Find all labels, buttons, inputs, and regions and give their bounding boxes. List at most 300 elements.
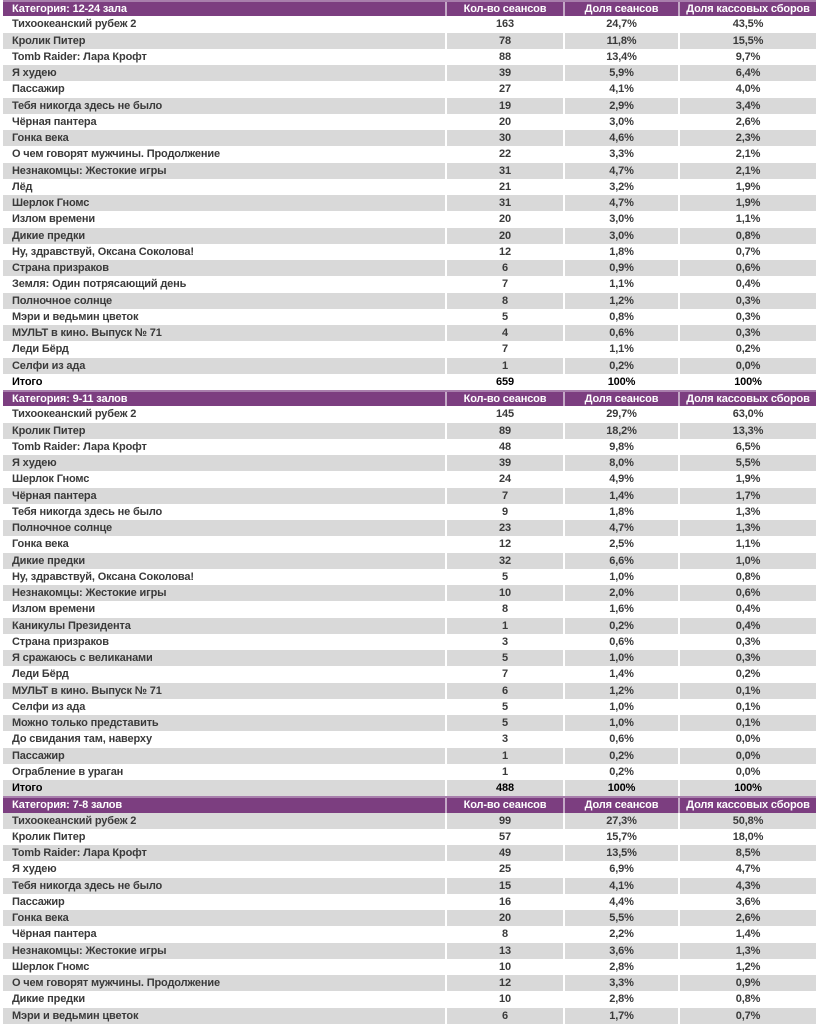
sessions-count-cell: 5: [445, 569, 563, 585]
boxoffice-share-cell: 18,0%: [678, 829, 816, 845]
boxoffice-share-cell: 3,6%: [678, 894, 816, 910]
col-header-boxoffice-share: Доля кассовых сборов: [678, 2, 816, 16]
sessions-count-cell: 49: [445, 845, 563, 861]
sessions-share-cell: 11,8%: [563, 33, 678, 49]
movie-title-cell: Селфи из ада: [12, 359, 86, 372]
sessions-share-cell: 9,8%: [563, 439, 678, 455]
total-row: [3, 780, 816, 796]
sessions-count-cell: 7: [445, 666, 563, 682]
boxoffice-share-cell: 1,0%: [678, 553, 816, 569]
boxoffice-share-cell: 0,1%: [678, 699, 816, 715]
boxoffice-share-cell: 0,4%: [678, 276, 816, 292]
boxoffice-share-cell: 1,9%: [678, 471, 816, 487]
movie-title-cell: Итого: [12, 375, 43, 388]
table-row: [3, 683, 816, 699]
movie-title-cell: Ну, здравствуй, Оксана Соколова!: [12, 245, 194, 258]
movie-title-cell: Тебя никогда здесь не было: [12, 505, 163, 518]
boxoffice-share-cell: 0,2%: [678, 666, 816, 682]
sessions-count-cell: 31: [445, 163, 563, 179]
movie-title-cell: Земля: Один потрясающий день: [12, 278, 187, 291]
boxoffice-share-cell: 2,6%: [678, 910, 816, 926]
movie-title-cell: Ограбление в ураган: [12, 765, 124, 778]
movie-title-cell: О чем говорят мужчины. Продолжение: [12, 148, 220, 161]
sessions-count-cell: 3: [445, 634, 563, 650]
sessions-count-cell: 15: [445, 878, 563, 894]
boxoffice-share-cell: 50,8%: [678, 813, 816, 829]
movie-title-cell: Гонка века: [12, 538, 69, 551]
sessions-share-cell: 1,1%: [563, 276, 678, 292]
boxoffice-share-cell: 1,3%: [678, 520, 816, 536]
sessions-share-cell: 2,9%: [563, 98, 678, 114]
boxoffice-share-cell: 15,5%: [678, 33, 816, 49]
movie-title-cell: Мэри и ведьмин цветок: [12, 310, 139, 323]
section-header-row: [3, 796, 816, 812]
movie-title-cell: Я худею: [12, 863, 57, 876]
table-row: [3, 504, 816, 520]
sessions-count-cell: 4: [445, 325, 563, 341]
boxoffice-share-cell: 100%: [678, 780, 816, 796]
movie-title-cell: Шерлок Гномс: [12, 197, 90, 209]
movie-title-cell: Полночное солнце: [12, 294, 113, 307]
sessions-count-cell: 20: [445, 910, 563, 926]
table-row: [3, 715, 816, 731]
table-row: [3, 878, 816, 894]
movie-title-cell: Шерлок Гномс: [12, 473, 90, 486]
movie-title-cell: Чёрная пантера: [12, 115, 97, 128]
table-row: [3, 845, 816, 861]
movie-title-cell: Можно только представить: [12, 717, 159, 729]
sessions-count-cell: 88: [445, 49, 563, 65]
movie-title-cell: Лёд: [12, 180, 33, 193]
movie-title-cell: Дикие предки: [12, 229, 85, 242]
boxoffice-share-cell: 0,0%: [678, 358, 816, 374]
boxoffice-share-cell: 0,3%: [678, 325, 816, 341]
table-row: [3, 748, 816, 764]
table-row: [3, 861, 816, 877]
sessions-count-cell: 3: [445, 731, 563, 747]
sessions-share-cell: 1,8%: [563, 504, 678, 520]
sessions-count-cell: 145: [445, 406, 563, 422]
sessions-share-cell: 1,8%: [563, 244, 678, 260]
boxoffice-share-cell: 63,0%: [678, 406, 816, 422]
table-row: [3, 406, 816, 422]
boxoffice-share-cell: 2,1%: [678, 146, 816, 162]
boxoffice-share-cell: 1,1%: [678, 536, 816, 552]
sessions-share-cell: 13,4%: [563, 49, 678, 65]
sessions-count-cell: 7: [445, 488, 563, 504]
boxoffice-share-cell: 1,4%: [678, 926, 816, 942]
sessions-count-cell: 5: [445, 309, 563, 325]
boxoffice-share-cell: 2,1%: [678, 163, 816, 179]
movie-title-cell: Tomb Raider: Лара Крофт: [12, 847, 147, 859]
boxoffice-share-cell: 4,0%: [678, 81, 816, 97]
movie-title-cell: Незнакомцы: Жестокие игры: [12, 164, 167, 177]
sessions-share-cell: 0,2%: [563, 764, 678, 780]
table-row: [3, 813, 816, 829]
table-row: [3, 16, 816, 32]
table-row: [3, 455, 816, 471]
table-row: [3, 585, 816, 601]
table-row: [3, 666, 816, 682]
sessions-count-cell: 48: [445, 439, 563, 455]
table-row: [3, 293, 816, 309]
col-header-boxoffice-share: Доля кассовых сборов: [678, 392, 816, 406]
sessions-count-cell: 39: [445, 65, 563, 81]
movie-title-cell: Излом времени: [12, 213, 96, 226]
boxoffice-share-cell: 8,5%: [678, 845, 816, 861]
boxoffice-share-cell: 43,5%: [678, 16, 816, 32]
movie-title-cell: МУЛЬТ в кино. Выпуск № 71: [12, 327, 162, 339]
movie-title-cell: Гонка века: [12, 912, 69, 924]
col-header-sessions-share: Доля сеансов: [563, 2, 678, 16]
sessions-count-cell: 99: [445, 813, 563, 829]
sessions-share-cell: 4,1%: [563, 878, 678, 894]
sessions-share-cell: 3,3%: [563, 146, 678, 162]
boxoffice-share-cell: 1,9%: [678, 179, 816, 195]
movie-title-cell: Селфи из ада: [12, 700, 86, 713]
boxoffice-share-cell: 0,2%: [678, 341, 816, 357]
sessions-share-cell: 4,9%: [563, 471, 678, 487]
boxoffice-share-cell: 9,7%: [678, 49, 816, 65]
movie-title-cell: Итого: [12, 782, 43, 794]
sessions-share-cell: 5,5%: [563, 910, 678, 926]
movie-title-cell: Тебя никогда здесь не было: [12, 99, 163, 112]
sessions-count-cell: 163: [445, 16, 563, 32]
boxoffice-share-cell: 0,3%: [678, 634, 816, 650]
sessions-count-cell: 31: [445, 195, 563, 211]
table-row: [3, 130, 816, 146]
movie-title-cell: Tomb Raider: Лара Крофт: [12, 50, 147, 63]
sessions-share-cell: 4,4%: [563, 894, 678, 910]
section-header-row: [3, 0, 816, 16]
boxoffice-share-cell: 3,4%: [678, 98, 816, 114]
sessions-count-cell: 5: [445, 699, 563, 715]
boxoffice-share-cell: 100%: [678, 374, 816, 390]
boxoffice-share-cell: 0,3%: [678, 293, 816, 309]
section-title: Категория: 12-24 зала: [12, 3, 127, 15]
movie-title-cell: Дикие предки: [12, 993, 85, 1006]
table-row: [3, 244, 816, 260]
sessions-share-cell: 1,0%: [563, 699, 678, 715]
movie-title-cell: Кролик Питер: [12, 830, 86, 843]
sessions-share-cell: 4,7%: [563, 195, 678, 211]
table-row: [3, 959, 816, 975]
table-row: [3, 276, 816, 292]
table-row: [3, 634, 816, 650]
sessions-count-cell: 6: [445, 683, 563, 699]
movie-title-cell: Дикие предки: [12, 554, 85, 567]
movie-title-cell: Я сражаюсь с великанами: [12, 652, 153, 664]
sessions-count-cell: 27: [445, 81, 563, 97]
sessions-share-cell: 0,6%: [563, 634, 678, 650]
movie-title-cell: Излом времени: [12, 603, 96, 616]
sessions-count-cell: 10: [445, 959, 563, 975]
sessions-share-cell: 24,7%: [563, 16, 678, 32]
table-row: [3, 488, 816, 504]
sessions-share-cell: 3,0%: [563, 228, 678, 244]
table-row: [3, 975, 816, 991]
col-header-sessions-count: Кол-во сеансов: [445, 2, 563, 16]
boxoffice-share-cell: 0,7%: [678, 244, 816, 260]
table-row: [3, 553, 816, 569]
sessions-share-cell: 4,1%: [563, 81, 678, 97]
sessions-count-cell: 20: [445, 211, 563, 227]
sessions-count-cell: 12: [445, 536, 563, 552]
boxoffice-share-cell: 1,1%: [678, 211, 816, 227]
table-row: [3, 618, 816, 634]
table-row: [3, 569, 816, 585]
boxoffice-share-cell: 2,3%: [678, 130, 816, 146]
sessions-count-cell: 78: [445, 33, 563, 49]
movie-title-cell: Пассажир: [12, 895, 65, 908]
sessions-count-cell: 10: [445, 991, 563, 1007]
table-row: [3, 731, 816, 747]
table-row: [3, 910, 816, 926]
movie-title-cell: Каникулы Президента: [12, 619, 131, 632]
sessions-count-cell: 1: [445, 764, 563, 780]
sessions-count-cell: 6: [445, 260, 563, 276]
sessions-count-cell: 12: [445, 244, 563, 260]
sessions-share-cell: 8,0%: [563, 455, 678, 471]
table-row: [3, 146, 816, 162]
sessions-share-cell: 2,8%: [563, 991, 678, 1007]
sessions-count-cell: 57: [445, 829, 563, 845]
boxoffice-share-cell: 0,0%: [678, 731, 816, 747]
movie-title-cell: Леди Бёрд: [12, 668, 69, 681]
table-row: [3, 439, 816, 455]
sessions-share-cell: 4,7%: [563, 520, 678, 536]
sessions-count-cell: 9: [445, 504, 563, 520]
sessions-share-cell: 27,3%: [563, 813, 678, 829]
table-row: [3, 1008, 816, 1024]
movie-title-cell: Мэри и ведьмин цветок: [12, 1009, 139, 1022]
sessions-count-cell: 21: [445, 179, 563, 195]
col-header-sessions-share: Доля сеансов: [563, 798, 678, 812]
sessions-share-cell: 13,5%: [563, 845, 678, 861]
table-row: [3, 260, 816, 276]
sessions-share-cell: 0,2%: [563, 358, 678, 374]
sessions-share-cell: 1,0%: [563, 569, 678, 585]
boxoffice-share-cell: 4,3%: [678, 878, 816, 894]
sessions-share-cell: 3,6%: [563, 943, 678, 959]
table-row: [3, 926, 816, 942]
table-row: [3, 98, 816, 114]
table-row: [3, 163, 816, 179]
boxoffice-share-cell: 13,3%: [678, 423, 816, 439]
sessions-count-cell: 13: [445, 943, 563, 959]
sessions-count-cell: 20: [445, 228, 563, 244]
table-row: [3, 211, 816, 227]
table-row: [3, 33, 816, 49]
movie-title-cell: Незнакомцы: Жестокие игры: [12, 944, 167, 957]
movie-title-cell: Страна призраков: [12, 635, 109, 648]
movie-title-cell: Tomb Raider: Лара Крофт: [12, 440, 147, 453]
sessions-share-cell: 0,2%: [563, 618, 678, 634]
boxoffice-share-cell: 0,0%: [678, 748, 816, 764]
boxoffice-share-cell: 2,6%: [678, 114, 816, 130]
table-row: [3, 423, 816, 439]
sessions-count-cell: 6: [445, 1008, 563, 1024]
sessions-count-cell: 30: [445, 130, 563, 146]
total-row: [3, 374, 816, 390]
boxoffice-share-cell: 0,8%: [678, 228, 816, 244]
boxoffice-share-cell: 1,2%: [678, 959, 816, 975]
movie-title-cell: Тихоокеанский рубеж 2: [12, 814, 137, 827]
movie-title-cell: О чем говорят мужчины. Продолжение: [12, 977, 220, 989]
section-title: Категория: 9-11 залов: [12, 393, 128, 405]
sessions-count-cell: 32: [445, 553, 563, 569]
table-row: [3, 195, 816, 211]
table-row: [3, 991, 816, 1007]
boxoffice-share-cell: 0,3%: [678, 650, 816, 666]
boxoffice-share-cell: 1,3%: [678, 504, 816, 520]
col-header-sessions-count: Кол-во сеансов: [445, 392, 563, 406]
col-header-sessions-share: Доля сеансов: [563, 392, 678, 406]
movie-title-cell: Шерлок Гномс: [12, 960, 90, 973]
boxoffice-share-cell: 0,3%: [678, 309, 816, 325]
table-row: [3, 943, 816, 959]
boxoffice-share-cell: 0,8%: [678, 991, 816, 1007]
sessions-share-cell: 1,0%: [563, 715, 678, 731]
sessions-share-cell: 0,6%: [563, 731, 678, 747]
sessions-count-cell: 8: [445, 601, 563, 617]
sessions-share-cell: 3,0%: [563, 211, 678, 227]
sessions-count-cell: 5: [445, 715, 563, 731]
sessions-share-cell: 3,3%: [563, 975, 678, 991]
table-row: [3, 358, 816, 374]
table-row: [3, 764, 816, 780]
sessions-share-cell: 1,6%: [563, 601, 678, 617]
boxoffice-share-cell: 0,7%: [678, 1008, 816, 1024]
cinema-sessions-report-table: [3, 0, 816, 1024]
section-header-row: [3, 390, 816, 406]
sessions-count-cell: 5: [445, 650, 563, 666]
boxoffice-share-cell: 0,8%: [678, 569, 816, 585]
sessions-count-cell: 23: [445, 520, 563, 536]
sessions-count-cell: 16: [445, 894, 563, 910]
boxoffice-share-cell: 6,4%: [678, 65, 816, 81]
boxoffice-share-cell: 0,1%: [678, 683, 816, 699]
boxoffice-share-cell: 4,7%: [678, 861, 816, 877]
movie-title-cell: Полночное солнце: [12, 522, 113, 534]
table-row: [3, 471, 816, 487]
sessions-count-cell: 25: [445, 861, 563, 877]
table-row: [3, 49, 816, 65]
sessions-count-cell: 8: [445, 293, 563, 309]
col-header-boxoffice-share: Доля кассовых сборов: [678, 798, 816, 812]
table-row: [3, 536, 816, 552]
sessions-share-cell: 1,7%: [563, 1008, 678, 1024]
boxoffice-share-cell: 0,9%: [678, 975, 816, 991]
table-row: [3, 81, 816, 97]
sessions-share-cell: 4,7%: [563, 163, 678, 179]
sessions-share-cell: 29,7%: [563, 406, 678, 422]
boxoffice-share-cell: 0,0%: [678, 764, 816, 780]
sessions-count-cell: 12: [445, 975, 563, 991]
table-row: [3, 228, 816, 244]
sessions-share-cell: 0,2%: [563, 748, 678, 764]
sessions-count-cell: 1: [445, 618, 563, 634]
sessions-share-cell: 2,5%: [563, 536, 678, 552]
table-row: [3, 699, 816, 715]
sessions-share-cell: 1,4%: [563, 666, 678, 682]
movie-title-cell: Тебя никогда здесь не было: [12, 879, 163, 892]
table-row: [3, 894, 816, 910]
boxoffice-share-cell: 5,5%: [678, 455, 816, 471]
sessions-share-cell: 2,0%: [563, 585, 678, 601]
movie-title-cell: Незнакомцы: Жестокие игры: [12, 587, 167, 599]
boxoffice-share-cell: 0,6%: [678, 585, 816, 601]
sessions-share-cell: 0,8%: [563, 309, 678, 325]
sessions-share-cell: 4,6%: [563, 130, 678, 146]
section-title: Категория: 7-8 залов: [12, 799, 122, 812]
sessions-count-cell: 8: [445, 926, 563, 942]
sessions-count-cell: 89: [445, 423, 563, 439]
movie-title-cell: МУЛЬТ в кино. Выпуск № 71: [12, 684, 162, 697]
sessions-share-cell: 18,2%: [563, 423, 678, 439]
boxoffice-share-cell: 1,9%: [678, 195, 816, 211]
table-row: [3, 520, 816, 536]
sessions-count-cell: 1: [445, 358, 563, 374]
sessions-share-cell: 3,2%: [563, 179, 678, 195]
boxoffice-share-cell: 1,7%: [678, 488, 816, 504]
sessions-count-cell: 1: [445, 748, 563, 764]
movie-title-cell: Тихоокеанский рубеж 2: [12, 18, 137, 31]
sessions-count-cell: 7: [445, 276, 563, 292]
movie-title-cell: Я худею: [12, 67, 57, 79]
table-row: [3, 601, 816, 617]
movie-title-cell: Тихоокеанский рубеж 2: [12, 408, 137, 421]
sessions-share-cell: 100%: [563, 780, 678, 796]
movie-title-cell: Кролик Питер: [12, 34, 86, 47]
sessions-count-cell: 488: [445, 780, 563, 796]
movie-title-cell: Кролик Питер: [12, 424, 86, 437]
sessions-share-cell: 1,2%: [563, 683, 678, 699]
movie-title-cell: Чёрная пантера: [12, 928, 97, 941]
table-row: [3, 309, 816, 325]
table-row: [3, 650, 816, 666]
sessions-share-cell: 2,2%: [563, 926, 678, 942]
sessions-share-cell: 100%: [563, 374, 678, 390]
sessions-share-cell: 2,8%: [563, 959, 678, 975]
table-row: [3, 829, 816, 845]
sessions-share-cell: 0,9%: [563, 260, 678, 276]
boxoffice-share-cell: 0,1%: [678, 715, 816, 731]
table-row: [3, 341, 816, 357]
sessions-share-cell: 6,9%: [563, 861, 678, 877]
sessions-share-cell: 0,6%: [563, 325, 678, 341]
movie-title-cell: Леди Бёрд: [12, 343, 69, 356]
sessions-share-cell: 6,6%: [563, 553, 678, 569]
sessions-count-cell: 22: [445, 146, 563, 162]
boxoffice-share-cell: 6,5%: [678, 439, 816, 455]
movie-title-cell: Чёрная пантера: [12, 489, 97, 502]
sessions-count-cell: 7: [445, 341, 563, 357]
sessions-share-cell: 1,2%: [563, 293, 678, 309]
boxoffice-share-cell: 0,4%: [678, 601, 816, 617]
movie-title-cell: До свидания там, наверху: [12, 733, 152, 746]
table-row: [3, 325, 816, 341]
sessions-share-cell: 1,0%: [563, 650, 678, 666]
boxoffice-share-cell: 1,3%: [678, 943, 816, 959]
table-row: [3, 65, 816, 81]
table-row: [3, 114, 816, 130]
sessions-count-cell: 659: [445, 374, 563, 390]
sessions-share-cell: 3,0%: [563, 114, 678, 130]
sessions-count-cell: 39: [445, 455, 563, 471]
movie-title-cell: Я худею: [12, 457, 57, 469]
sessions-count-cell: 10: [445, 585, 563, 601]
